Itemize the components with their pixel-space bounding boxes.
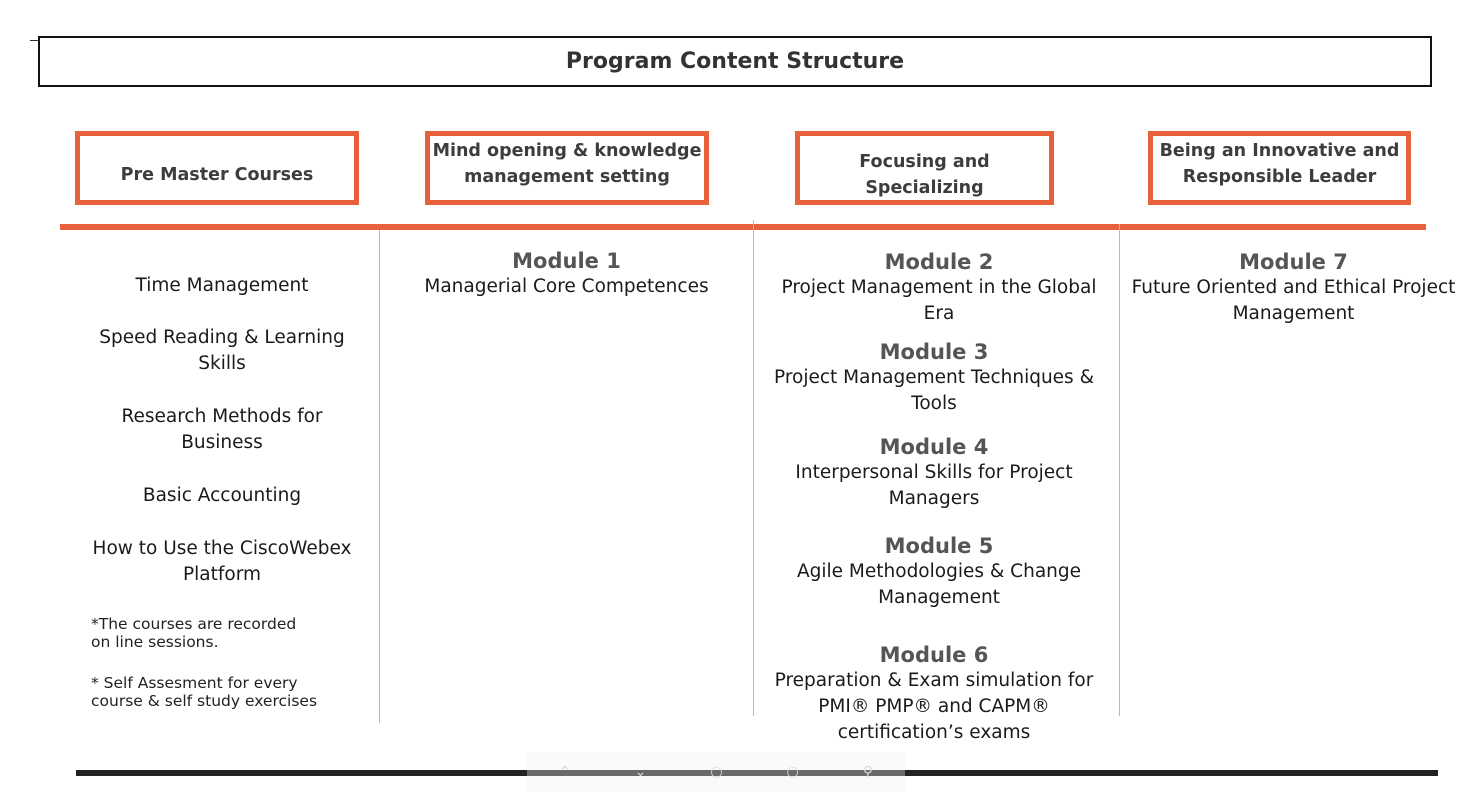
module-heading: Module 5 xyxy=(884,534,994,558)
module-title: Managerial Core Competences xyxy=(424,276,709,297)
note-recorded: *The courses are recorded on line sessions. xyxy=(91,615,297,651)
module-heading: Module 3 xyxy=(879,340,989,364)
module-title: Project Management Techniques & Tools xyxy=(773,367,1095,414)
module-heading: Module 7 xyxy=(1239,250,1348,274)
phase-focusing: Focusing and Specializing xyxy=(795,131,1054,205)
zoom-out-icon[interactable]: ○ xyxy=(710,764,723,780)
module-heading: Module 2 xyxy=(884,250,994,274)
module-title: Preparation & Exam simulation for PMI® PMP® and CAPM® certification’s exams xyxy=(774,670,1094,743)
timeline-divider xyxy=(60,224,1426,230)
module-title: Future Oriented and Ethical Project Management xyxy=(1131,277,1456,324)
module-title: Project Management in the Global Era xyxy=(781,277,1097,324)
pre-course-item: Time Management xyxy=(135,275,309,296)
chevron-down-icon[interactable]: ⌄ xyxy=(634,764,647,780)
viewer-toolbar[interactable] xyxy=(527,752,905,792)
phase-pre-master: Pre Master Courses xyxy=(75,131,359,205)
pre-course-item: Basic Accounting xyxy=(142,485,302,506)
module-heading: Module 4 xyxy=(879,435,989,459)
column-divider xyxy=(379,230,380,723)
module-4 xyxy=(754,434,1114,512)
pre-course-item: Speed Reading & Learning Skills xyxy=(99,327,345,374)
module-heading: Module 1 xyxy=(512,249,621,273)
module-7 xyxy=(1130,249,1457,327)
module-6 xyxy=(754,642,1114,746)
module-3 xyxy=(754,339,1114,417)
phase-leader: Being an Innovative and Responsible Leader xyxy=(1148,131,1411,205)
module-title: Interpersonal Skills for Project Managers xyxy=(795,462,1073,509)
chevron-up-icon[interactable]: ⌃ xyxy=(558,764,571,780)
module-1 xyxy=(380,248,753,300)
zoom-in-icon[interactable]: ○ xyxy=(786,764,799,780)
module-5 xyxy=(754,533,1124,611)
pre-course-item: Research Methods for Business xyxy=(121,406,323,453)
module-2 xyxy=(754,249,1124,327)
pre-course-item: How to Use the CiscoWebex Platform xyxy=(92,538,352,585)
module-heading: Module 6 xyxy=(879,643,989,667)
note-self-assessment: * Self Assesment for every course & self study exercises xyxy=(91,674,318,710)
search-icon[interactable]: ⚲ xyxy=(862,764,873,780)
page-title: Program Content Structure xyxy=(38,36,1432,87)
phase-mind-opening: Mind opening & knowledge management setting xyxy=(425,131,709,205)
module-title: Agile Methodologies & Change Management xyxy=(796,561,1082,608)
